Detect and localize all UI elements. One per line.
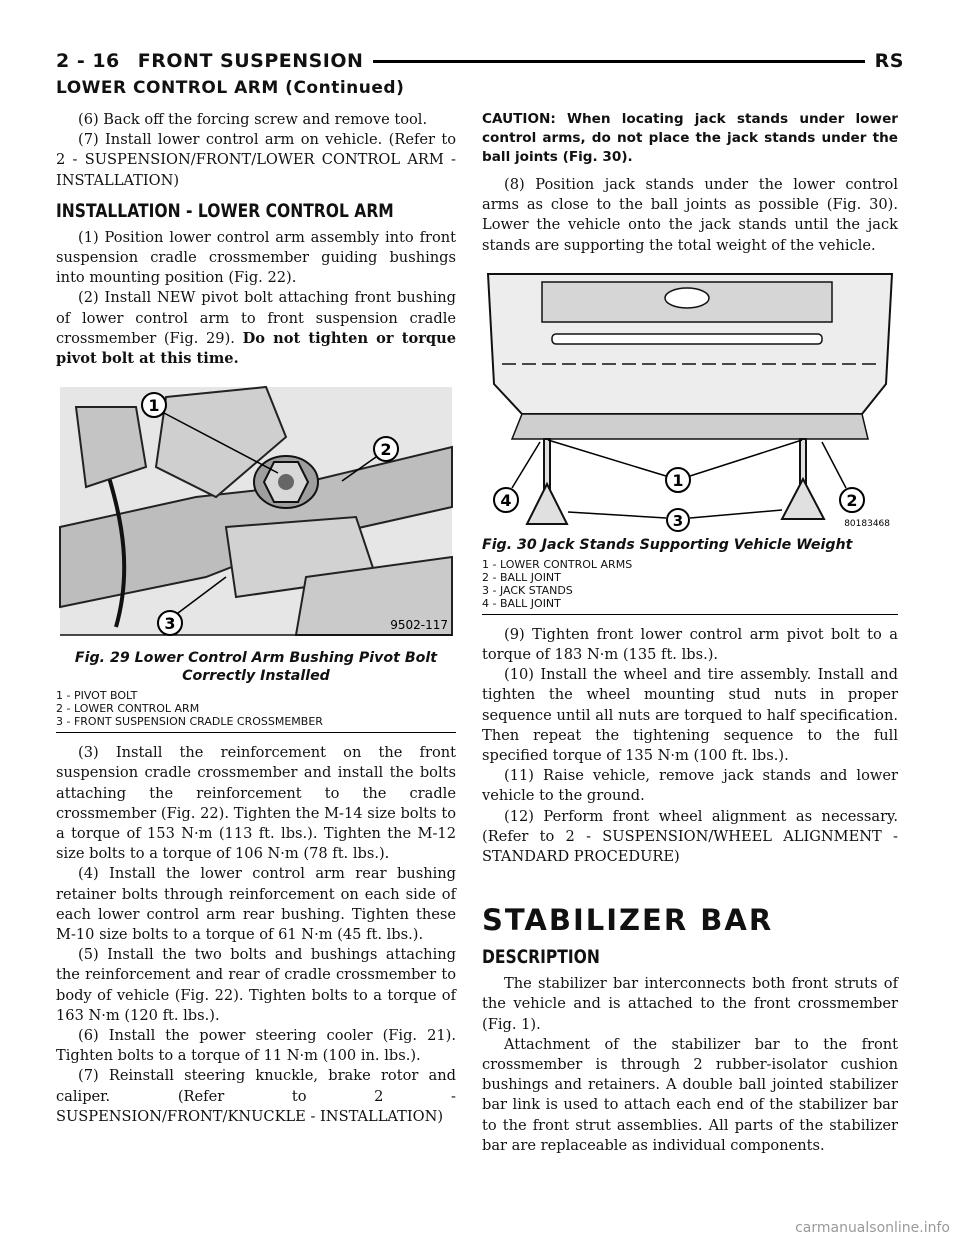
callout-label: 4: [500, 490, 512, 510]
paragraph-text: (2) Install NEW pivot bolt attaching front bushing of lower control arm to front suspension cradle crossmember (Fig. 29).: [56, 289, 456, 347]
callout-label: 1: [672, 470, 684, 490]
legend-item: 3 - JACK STANDS: [482, 583, 573, 597]
paragraph: (1) Position lower control arm assembly into front suspension cradle crossmember guiding bushings into mounting position (Fig. 22).: [56, 228, 456, 287]
paragraph: Attachment of the stabilizer bar to the front crossmember is through 2 rubber-isolator cushion bushings and retainers. A double ball jointed stabilizer bar link is used to attach each end of the stabilizer bar to the front strut assemblies. All parts of the stabilizer bar are replaceable as individual components.: [482, 1035, 898, 1154]
callout-label: 2: [380, 440, 392, 460]
section-heading: INSTALLATION - LOWER CONTROL ARM: [56, 200, 394, 222]
model-code: RS: [874, 50, 904, 72]
paragraph: (8) Position jack stands under the lower control arms as close to the ball joints as possible (Fig. 30). Lower the vehicle onto the jack stands until the jack stands are supporting the total weight of the vehicle.: [482, 176, 898, 254]
figure-code: 9502-117: [390, 618, 448, 633]
warning-text: Do not tighten or torque pivot bolt at this time.: [56, 329, 456, 368]
callout-label: 3: [164, 614, 176, 634]
paragraph: (12) Perform front wheel alignment as necessary. (Refer to 2 - SUSPENSION/WHEEL ALIGNMENT - STANDARD PROCEDURE): [482, 807, 898, 866]
figure-code: 80183468: [844, 518, 890, 529]
paragraph: (5) Install the two bolts and bushings attaching the reinforcement and rear of cradle crossmember to body of vehicle (Fig. 22). Tighten bolts to a torque of 163 N·m (120 ft. lbs.).: [56, 946, 456, 1024]
watermark: carmanualsonline.info: [795, 1220, 950, 1236]
caution-note: CAUTION: When locating jack stands under lower control arms, do not place the jack stands under the ball joints (Fig. 30).: [482, 111, 898, 165]
continued-title: LOWER CONTROL ARM (Continued): [56, 78, 405, 98]
paragraph: (3) Install the reinforcement on the front suspension cradle crossmember and install the bolts attaching the reinforcement to the cradle crossmember (Fig. 22). Tighten the M-14 size bolts to a torque of 153 N·m (113 ft. lbs.). Tighten the M-12 size bolts to a torque of 106 N·m (78 ft. lbs.).: [56, 744, 456, 863]
figure-caption: Fig. 29 Lower Control Arm Bushing Pivot Bolt Correctly Installed: [74, 650, 438, 685]
figure-legend: [56, 689, 456, 733]
legend-item: 2 - BALL JOINT: [482, 570, 561, 584]
paragraph: (11) Raise vehicle, remove jack stands and lower vehicle to the ground.: [482, 767, 898, 805]
paragraph: (4) Install the lower control arm rear bushing retainer bolts through reinforcement on each side of each lower control arm rear bushing. Tighten these M-10 size bolts to a torque of 61 N·m (45 ft. lbs.).: [56, 865, 456, 944]
paragraph: [56, 288, 456, 369]
page-number: 2 - 16: [56, 50, 120, 72]
header-rule: [373, 60, 864, 63]
figure-legend: [482, 558, 898, 615]
callout-label: 1: [148, 396, 160, 416]
figure-29: [56, 377, 456, 733]
figure-30: [482, 264, 898, 615]
legend-item: 3 - FRONT SUSPENSION CRADLE CROSSMEMBER: [56, 715, 323, 729]
pivot-bolt-illustration: [56, 377, 456, 645]
left-column: [56, 110, 456, 1127]
paragraph: (9) Tighten front lower control arm pivot bolt to a torque of 183 N·m (135 ft. lbs.).: [482, 625, 898, 664]
paragraph: The stabilizer bar interconnects both front struts of the vehicle and is attached to the front crossmember (Fig. 1).: [482, 975, 898, 1033]
jack-stands-illustration: [482, 264, 898, 532]
legend-item: 4 - BALL JOINT: [482, 596, 561, 610]
description-heading: DESCRIPTION: [482, 947, 600, 969]
paragraph: (7) Reinstall steering knuckle, brake rotor and caliper. (Refer to 2 - SUSPENSION/FRONT/KNUCKLE - INSTALLATION): [56, 1067, 456, 1125]
paragraph: (7) Install lower control arm on vehicle. (Refer to 2 - SUSPENSION/FRONT/LOWER CONTROL ARM - INSTALLATION): [56, 131, 456, 189]
page-header: [56, 44, 904, 78]
paragraph: (6) Install the power steering cooler (Fig. 21). Tighten bolts to a torque of 11 N·m (100 in. lbs.).: [56, 1027, 456, 1065]
legend-item: 1 - PIVOT BOLT: [56, 689, 138, 703]
right-column: [482, 110, 898, 1156]
paragraph: (6) Back off the forcing screw and remove tool.: [78, 111, 428, 128]
figure-caption: Fig. 30 Jack Stands Supporting Vehicle Weight: [482, 536, 853, 553]
section-title: FRONT SUSPENSION: [137, 50, 364, 72]
callout-label: 3: [672, 511, 684, 530]
section-title-stabilizer: STABILIZER BAR: [482, 903, 774, 938]
legend-item: 1 - LOWER CONTROL ARMS: [482, 557, 633, 571]
legend-item: 2 - LOWER CONTROL ARM: [56, 702, 200, 716]
paragraph: (10) Install the wheel and tire assembly. Install and tighten the wheel mounting stud nuts in proper sequence until all nuts are torqued to half specification. Then repeat the tightening sequence to the full specified torque of 135 N·m (100 ft. lbs.).: [482, 666, 898, 765]
callout-label: 2: [846, 490, 858, 510]
